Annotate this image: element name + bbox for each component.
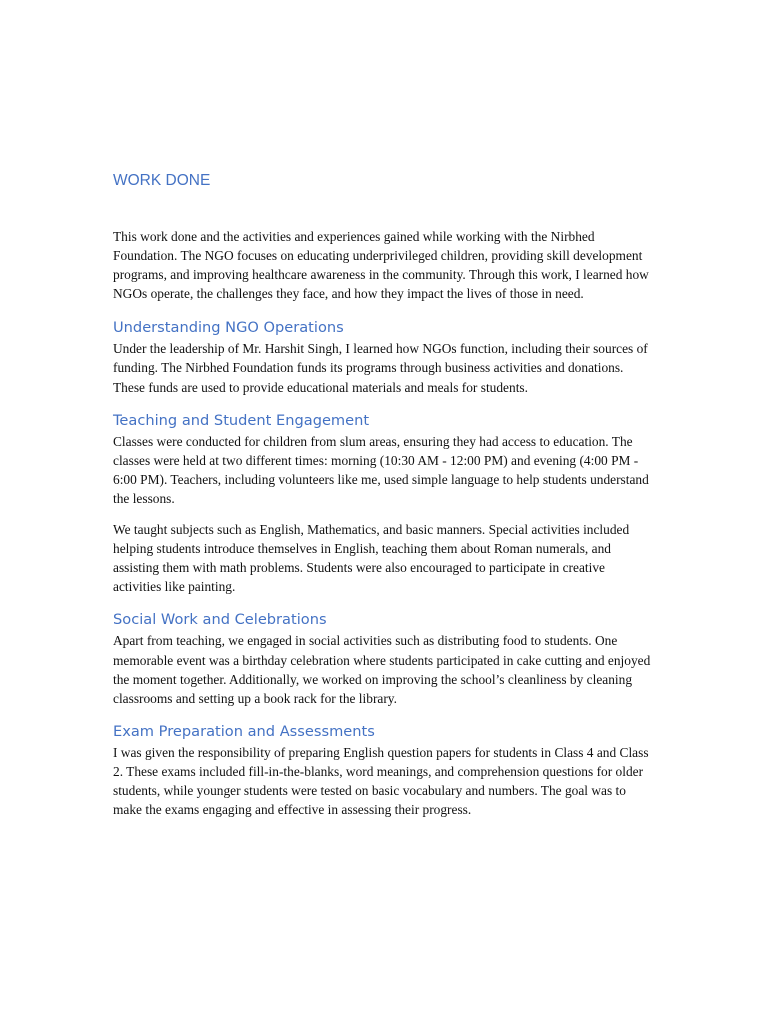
section-teaching [113, 411, 653, 597]
section-paragraph: Classes were conducted for children from slum areas, ensuring they had access to education. The classes were held at two different times: morning (10:30 AM - 12:00 PM) and evening (4:00 PM - 6:00 PM). Teachers, including volunteers like me, used simple language to help students understand the lessons. [113, 433, 649, 506]
section-heading: Social Work and Celebrations [113, 611, 327, 629]
document-page [113, 170, 653, 819]
section-paragraph: Under the leadership of Mr. Harshit Singh, I learned how NGOs function, including their sources of funding. The Nirbhed Foundation funds its programs through business activities and donations. These funds are used to provide educational materials and meals for students. [113, 341, 648, 395]
section-heading: Understanding NGO Operations [113, 319, 344, 337]
page-title: WORK DONE [113, 172, 211, 189]
section-heading: Exam Preparation and Assessments [113, 722, 375, 740]
section-social-work [113, 610, 653, 707]
section-exam-preparation [113, 722, 653, 819]
section-paragraph: We taught subjects such as English, Mathematics, and basic manners. Special activities included helping students introduce themselves in English, teaching them about Roman numerals, and assisting them with math problems. Students were also encouraged to participate in creative activities like painting. [113, 522, 630, 595]
section-paragraph: I was given the responsibility of preparing English question papers for students in Class 4 and Class 2. These exams included fill-in-the-blanks, word meanings, and comprehension questions for older students, while younger students were tested on basic vocabulary and numbers. The goal was to make the exams engaging and effective in assessing their progress. [113, 744, 649, 818]
intro-paragraph: This work done and the activities and experiences gained while working with the Nirbhed Foundation. The NGO focuses on educating underprivileged children, providing skill development programs, and improving healthcare awareness in the community. Through this work, I learned how NGOs operate, the challenges they face, and how they impact the lives of those in need. [113, 229, 649, 302]
section-ngo-operations [113, 318, 653, 396]
section-heading: Teaching and Student Engagement [113, 411, 370, 429]
section-paragraph: Apart from teaching, we engaged in social activities such as distributing food to students. One memorable event was a birthday celebration where students participated in cake cutting and enjoyed the moment together. Additionally, we worked on improving the school’s cleanliness by cleaning classrooms and setting up a book rack for the library. [113, 633, 651, 706]
